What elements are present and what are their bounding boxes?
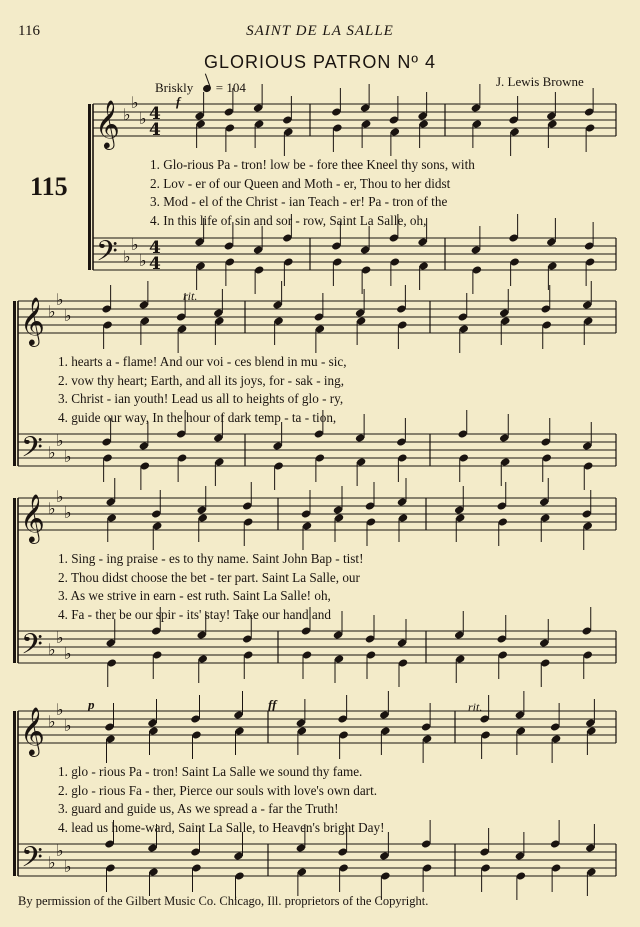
flat-sign: ♭ xyxy=(64,644,72,663)
lyric-line: 2. vow thy heart; Earth, and all its joys, for - sak - ing, xyxy=(58,372,345,388)
flat-sign: ♭ xyxy=(48,712,56,731)
lyric-line: 2. Thou didst choose the bet - ter part. Saint La Salle, our xyxy=(58,569,360,585)
page-number: 116 xyxy=(18,23,40,39)
bass-clef: 𝄢 xyxy=(21,628,43,668)
lyric-line: 4. guide our way, In the hour of dark temp - ta - tion, xyxy=(58,409,337,425)
treble-clef: 𝄞 xyxy=(95,99,120,148)
flat-sign: ♭ xyxy=(64,857,72,876)
lyric-line: 1. Sing - ing praise - es to thy name. Saint John Bap - tist! xyxy=(58,551,364,566)
flat-sign: ♭ xyxy=(56,431,64,450)
dynamic-forte: f xyxy=(176,94,181,109)
flat-sign: ♭ xyxy=(48,443,56,462)
flat-sign: ♭ xyxy=(56,628,64,647)
lyrics-system-1 xyxy=(150,156,475,230)
flat-sign: ♭ xyxy=(139,109,147,128)
system-brace xyxy=(13,498,16,663)
lyric-line: 2. Lov - er of our Queen and Moth - er, Thou to her didst xyxy=(150,175,451,191)
flat-sign: ♭ xyxy=(48,853,56,872)
flat-sign: ♭ xyxy=(56,700,64,719)
flat-sign: ♭ xyxy=(64,503,72,522)
lyric-line: 1. glo - rious Pa - tron! Saint La Salle we sound thy fame. xyxy=(58,764,363,779)
time-signature: 4 xyxy=(149,120,161,140)
flat-sign: ♭ xyxy=(48,499,56,518)
lyric-line: 2. glo - rious Fa - ther, Pierce our souls with love's own dart. xyxy=(58,782,378,798)
flat-sign: ♭ xyxy=(56,290,64,309)
time-signature: 4 xyxy=(149,238,161,258)
lyric-line: 4. lead us home-ward, Saint La Salle, to Heaven's bright Day! xyxy=(58,819,385,835)
system-brace xyxy=(13,711,16,876)
flat-sign: ♭ xyxy=(123,247,131,266)
bass-clef: 𝄢 xyxy=(21,841,43,881)
ritardando-marking: rit. xyxy=(468,700,483,714)
composer-credit: J. Lewis Browne xyxy=(496,74,584,89)
dynamic-piano: p xyxy=(88,697,95,712)
lyrics-system-2 xyxy=(58,353,347,427)
flat-sign: ♭ xyxy=(64,306,72,325)
flat-sign: ♭ xyxy=(139,251,147,270)
dynamic-fortissimo: ff xyxy=(268,697,277,712)
lyric-line: 3. As we strive in earn - est ruth. Saint La Salle! oh, xyxy=(58,588,331,603)
treble-clef: 𝄞 xyxy=(20,493,45,542)
hymn-title: GLORIOUS PATRON Nº 4 xyxy=(204,52,436,72)
lyric-line: 3. Mod - el of the Christ - ian Teach - er! Pa - tron of the xyxy=(150,194,448,209)
hymn-number: 115 xyxy=(30,172,68,201)
time-signature: 4 xyxy=(149,104,161,124)
copyright-notice: By permission of the Gilbert Music Co. Chicago, Ill. proprietors of the Copyright. xyxy=(18,894,429,908)
flat-sign: ♭ xyxy=(64,447,72,466)
lyric-line: 1. Glo-rious Pa - tron! low be - fore thee Kneel thy sons, with xyxy=(150,157,475,172)
lyrics-system-4 xyxy=(58,763,384,837)
flat-sign: ♭ xyxy=(56,487,64,506)
tempo-word: Briskly xyxy=(155,80,194,95)
running-title: SAINT DE LA SALLE xyxy=(246,23,394,39)
flat-sign: ♭ xyxy=(56,841,64,860)
lyric-line: 4. In this life of sin and sor - row, Saint La Salle, oh, xyxy=(150,212,427,228)
system-brace xyxy=(88,104,91,270)
bass-clef: 𝄢 xyxy=(96,235,118,275)
treble-clef: 𝄞 xyxy=(20,296,45,345)
flat-sign: ♭ xyxy=(123,105,131,124)
ritardando-marking: rit. xyxy=(183,289,198,303)
bass-clef: 𝄢 xyxy=(21,431,43,471)
lyric-line: 4. Fa - ther be our spir - its' stay! Take our hand and xyxy=(58,606,331,622)
metronome-value: = 104 xyxy=(215,80,246,95)
system-brace xyxy=(13,301,16,466)
treble-clef: 𝄞 xyxy=(20,706,45,755)
lyric-line: 3. Christ - ian youth! Lead us all to heights of glo - ry, xyxy=(58,391,344,406)
time-signature: 4 xyxy=(149,254,161,274)
flat-sign: ♭ xyxy=(131,235,139,254)
flat-sign: ♭ xyxy=(48,302,56,321)
lyric-line: 1. hearts a - flame! And our voi - ces blend in mu - sic, xyxy=(58,354,347,369)
flat-sign: ♭ xyxy=(64,716,72,735)
flat-sign: ♭ xyxy=(48,640,56,659)
lyrics-system-3 xyxy=(58,550,363,624)
flat-sign: ♭ xyxy=(131,93,139,112)
lyric-line: 3. guard and guide us, As we spread a - far the Truth! xyxy=(58,801,339,816)
